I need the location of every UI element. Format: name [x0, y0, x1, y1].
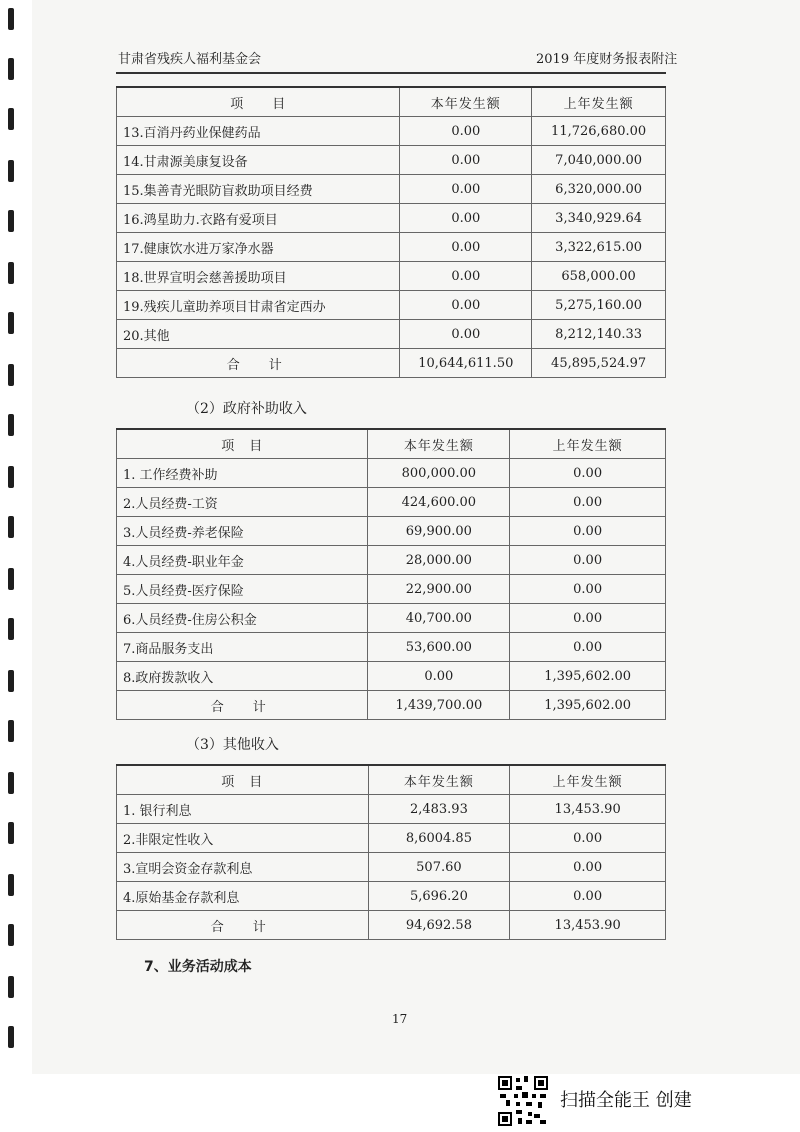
total-label: 合 计	[117, 911, 369, 940]
row-this-year: 0.00	[368, 662, 510, 691]
binding-ring	[8, 312, 14, 334]
row-last-year: 0.00	[510, 575, 666, 604]
row-item: 4.人员经费-职业年金	[117, 546, 368, 575]
binding-ring	[8, 874, 14, 896]
row-last-year: 0.00	[510, 882, 666, 911]
binding-ring	[8, 924, 14, 946]
row-item: 16.鸿星助力.衣路有爱项目	[117, 204, 400, 233]
row-last-year: 1,395,602.00	[510, 662, 666, 691]
row-item: 17.健康饮水进万家净水器	[117, 233, 400, 262]
binding-ring	[8, 364, 14, 386]
page-number: 17	[392, 1012, 408, 1026]
binding-ring	[8, 516, 14, 538]
row-last-year: 8,212,140.33	[532, 320, 666, 349]
table-row	[117, 853, 666, 882]
table-row	[117, 117, 666, 146]
row-last-year: 0.00	[510, 459, 666, 488]
column-header-this-year: 本年发生额	[400, 87, 532, 117]
row-this-year: 0.00	[400, 175, 532, 204]
table-row	[117, 146, 666, 175]
total-label: 合 计	[117, 349, 400, 378]
row-last-year: 3,322,615.00	[532, 233, 666, 262]
total-this-year: 10,644,611.50	[400, 349, 532, 378]
binding-ring	[8, 1026, 14, 1048]
binding-ring	[8, 8, 14, 30]
row-last-year: 0.00	[510, 853, 666, 882]
header-rule	[116, 72, 666, 74]
total-this-year: 1,439,700.00	[368, 691, 510, 720]
table-row	[117, 604, 666, 633]
binding-ring	[8, 772, 14, 794]
table-row	[117, 320, 666, 349]
row-item: 2.非限定性收入	[117, 824, 369, 853]
binding-ring	[8, 466, 14, 488]
row-this-year: 424,600.00	[368, 488, 510, 517]
row-item: 8.政府拨款收入	[117, 662, 368, 691]
table-row	[117, 546, 666, 575]
binding-ring	[8, 720, 14, 742]
row-this-year: 0.00	[400, 233, 532, 262]
row-last-year: 0.00	[510, 488, 666, 517]
header-org: 甘肃省残疾人福利基金会	[118, 52, 262, 67]
other-income-table	[116, 764, 666, 940]
table-row	[117, 488, 666, 517]
column-header-this-year: 本年发生额	[368, 429, 510, 459]
row-this-year: 5,696.20	[368, 882, 510, 911]
section-title-government-subsidy: （2）政府补助收入	[186, 401, 307, 417]
row-item: 13.百消丹药业保健药品	[117, 117, 400, 146]
row-item: 7.商品服务支出	[117, 633, 368, 662]
binding-ring	[8, 822, 14, 844]
section-title-other-income: （3）其他收入	[186, 737, 279, 753]
row-this-year: 800,000.00	[368, 459, 510, 488]
binding-ring	[8, 618, 14, 640]
row-item: 5.人员经费-医疗保险	[117, 575, 368, 604]
row-this-year: 0.00	[400, 117, 532, 146]
row-item: 20.其他	[117, 320, 400, 349]
row-last-year: 3,340,929.64	[532, 204, 666, 233]
binding-ring	[8, 58, 14, 80]
total-last-year: 1,395,602.00	[510, 691, 666, 720]
row-item: 1. 银行利息	[117, 795, 369, 824]
column-header-this-year: 本年发生额	[368, 765, 510, 795]
row-this-year: 2,483.93	[368, 795, 510, 824]
table-row	[117, 517, 666, 546]
row-this-year: 69,900.00	[368, 517, 510, 546]
row-item: 4.原始基金存款利息	[117, 882, 369, 911]
row-this-year: 28,000.00	[368, 546, 510, 575]
row-this-year: 8,6004.85	[368, 824, 510, 853]
scanner-watermark-text: 扫描全能王 创建	[560, 1090, 692, 1111]
total-label: 合 计	[117, 691, 368, 720]
column-header-item: 项 目	[117, 87, 400, 117]
row-last-year: 0.00	[510, 546, 666, 575]
table-row	[117, 291, 666, 320]
binding-ring	[8, 108, 14, 130]
row-last-year: 658,000.00	[532, 262, 666, 291]
column-header-last-year: 上年发生额	[510, 429, 666, 459]
header-doc-title: 2019 年度财务报表附注	[536, 52, 678, 67]
table-row	[117, 459, 666, 488]
row-this-year: 53,600.00	[368, 633, 510, 662]
column-header-item: 项 目	[117, 765, 369, 795]
row-item: 14.甘肃源美康复设备	[117, 146, 400, 175]
row-last-year: 5,275,160.00	[532, 291, 666, 320]
row-last-year: 0.00	[510, 517, 666, 546]
row-last-year: 7,040,000.00	[532, 146, 666, 175]
column-header-last-year: 上年发生额	[510, 765, 666, 795]
table-row	[117, 795, 666, 824]
binding-ring	[8, 414, 14, 436]
table-header-row	[117, 87, 666, 117]
table-row	[117, 824, 666, 853]
total-row	[117, 691, 666, 720]
section-title-business-cost: 7、业务活动成本	[144, 959, 252, 975]
table-row	[117, 882, 666, 911]
row-item: 19.残疾儿童助养项目甘肃省定西办	[117, 291, 400, 320]
qr-code-icon	[498, 1076, 548, 1126]
table-row	[117, 204, 666, 233]
row-this-year: 0.00	[400, 320, 532, 349]
row-last-year: 13,453.90	[510, 795, 666, 824]
total-row	[117, 911, 666, 940]
row-this-year: 0.00	[400, 262, 532, 291]
table-header-row	[117, 765, 666, 795]
row-this-year: 40,700.00	[368, 604, 510, 633]
row-item: 1. 工作经费补助	[117, 459, 368, 488]
table-row	[117, 633, 666, 662]
donation-income-table	[116, 86, 666, 378]
row-last-year: 11,726,680.00	[532, 117, 666, 146]
row-this-year: 22,900.00	[368, 575, 510, 604]
table-header-row	[117, 429, 666, 459]
row-item: 3.宣明会资金存款利息	[117, 853, 369, 882]
column-header-last-year: 上年发生额	[532, 87, 666, 117]
row-this-year: 0.00	[400, 291, 532, 320]
government-subsidy-table	[116, 428, 666, 720]
row-item: 15.集善青光眼防盲救助项目经费	[117, 175, 400, 204]
table-row	[117, 233, 666, 262]
total-this-year: 94,692.58	[368, 911, 510, 940]
row-last-year: 0.00	[510, 604, 666, 633]
row-this-year: 0.00	[400, 146, 532, 175]
total-row	[117, 349, 666, 378]
binding-ring	[8, 262, 14, 284]
total-last-year: 45,895,524.97	[532, 349, 666, 378]
row-last-year: 0.00	[510, 824, 666, 853]
row-item: 2.人员经费-工资	[117, 488, 368, 517]
row-item: 6.人员经费-住房公积金	[117, 604, 368, 633]
table-row	[117, 662, 666, 691]
table-row	[117, 575, 666, 604]
binding-ring	[8, 160, 14, 182]
binding-ring	[8, 568, 14, 590]
row-this-year: 507.60	[368, 853, 510, 882]
row-last-year: 0.00	[510, 633, 666, 662]
table-row	[117, 262, 666, 291]
total-last-year: 13,453.90	[510, 911, 666, 940]
column-header-item: 项 目	[117, 429, 368, 459]
binding-ring	[8, 210, 14, 232]
table-row	[117, 175, 666, 204]
binding-ring	[8, 670, 14, 692]
binding-edge	[0, 0, 34, 1132]
binding-ring	[8, 976, 14, 998]
row-last-year: 6,320,000.00	[532, 175, 666, 204]
row-this-year: 0.00	[400, 204, 532, 233]
row-item: 3.人员经费-养老保险	[117, 517, 368, 546]
row-item: 18.世界宣明会慈善援助项目	[117, 262, 400, 291]
